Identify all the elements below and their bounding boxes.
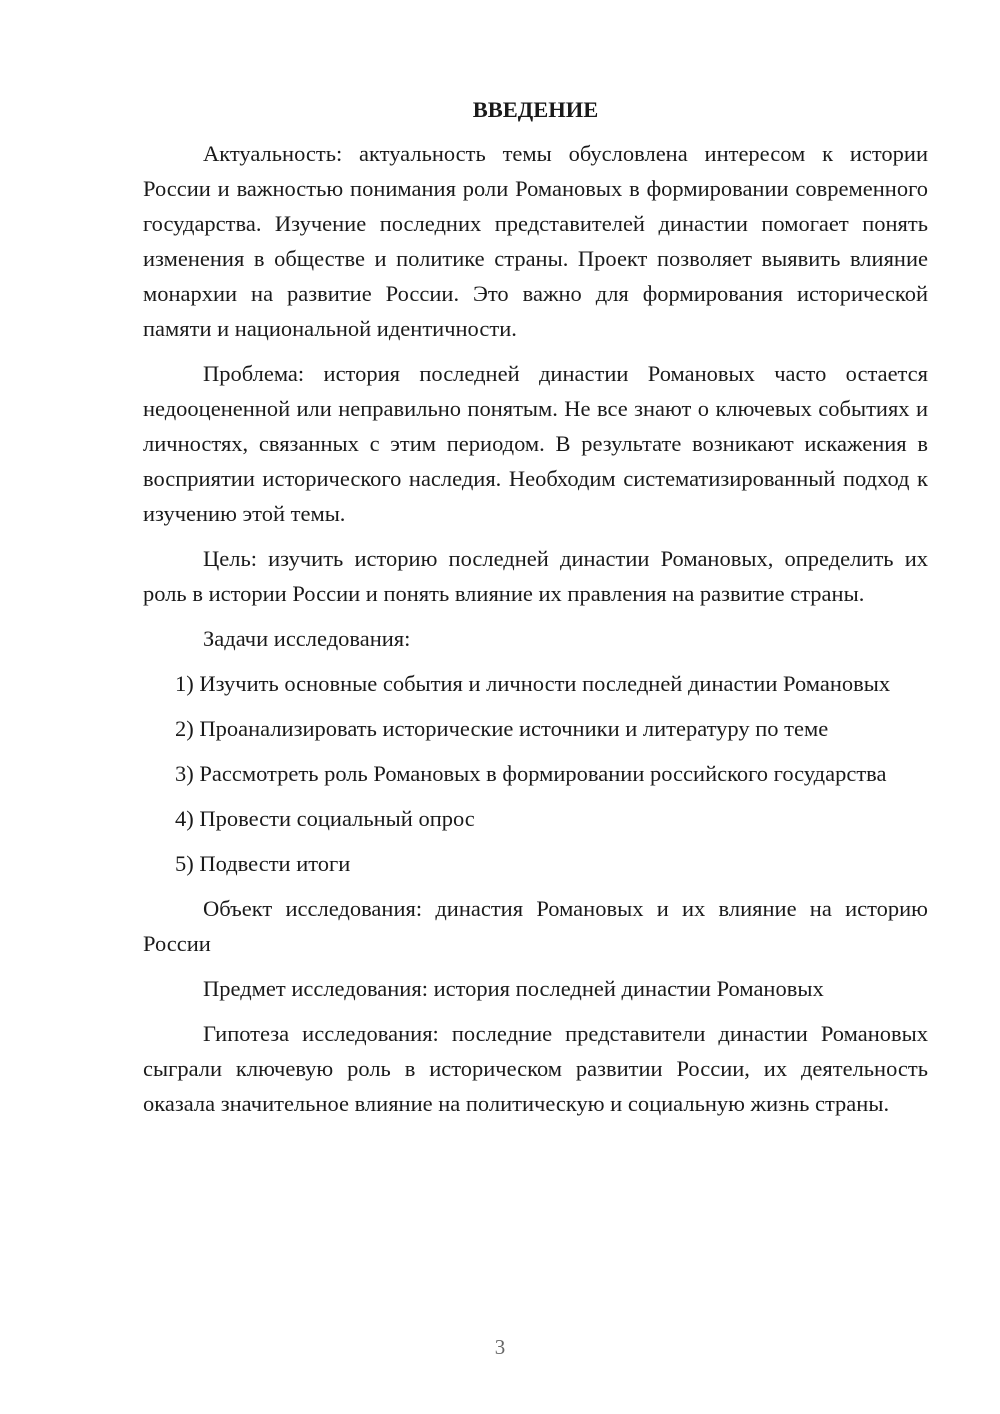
document-page xyxy=(143,92,928,1131)
tasks-list xyxy=(143,666,928,881)
relevance-paragraph: Актуальность: актуальность темы обусловлена интересом к истории России и важностью понимания роли Романовых в формировании современного государства. Изучение последних представителей династии помогает понять изменения в обществе и политике страны. Проект позволяет выявить влияние монархии на развитие России. Это важно для формирования исторической памяти и национальной идентичности. xyxy=(143,141,928,341)
task-item: 4) Провести социальный опрос xyxy=(175,806,475,831)
task-item: 3) Рассмотреть роль Романовых в формировании российского государства xyxy=(175,761,887,786)
task-item: 5) Подвести итоги xyxy=(175,851,351,876)
task-item: 1) Изучить основные события и личности последней династии Романовых xyxy=(175,671,891,696)
subject-paragraph: Предмет исследования: история последней династии Романовых xyxy=(203,976,824,1001)
tasks-heading: Задачи исследования: xyxy=(203,626,411,651)
section-title: ВВЕДЕНИЕ xyxy=(472,97,599,122)
task-item: 2) Проанализировать исторические источники и литературу по теме xyxy=(175,716,829,741)
hypothesis-paragraph: Гипотеза исследования: последние представители династии Романовых сыграли ключевую роль в историческом развитии России, их деятельность оказала значительное влияние на политическую и социальную жизнь страны. xyxy=(143,1021,928,1116)
page-number: 3 xyxy=(494,1335,506,1359)
problem-paragraph: Проблема: история последней династии Романовых часто остается недооцененной или неправильно понятым. Не все знают о ключевых событиях и личностях, связанных с этим периодом. В результате возникают искажения в восприятии исторического наследия. Необходим систематизированный подход к изучению этой темы. xyxy=(143,361,928,526)
object-paragraph: Объект исследования: династия Романовых и их влияние на историю России xyxy=(143,896,928,956)
goal-paragraph: Цель: изучить историю последней династии Романовых, определить их роль в истории России и понять влияние их правления на развитие страны. xyxy=(143,546,928,606)
